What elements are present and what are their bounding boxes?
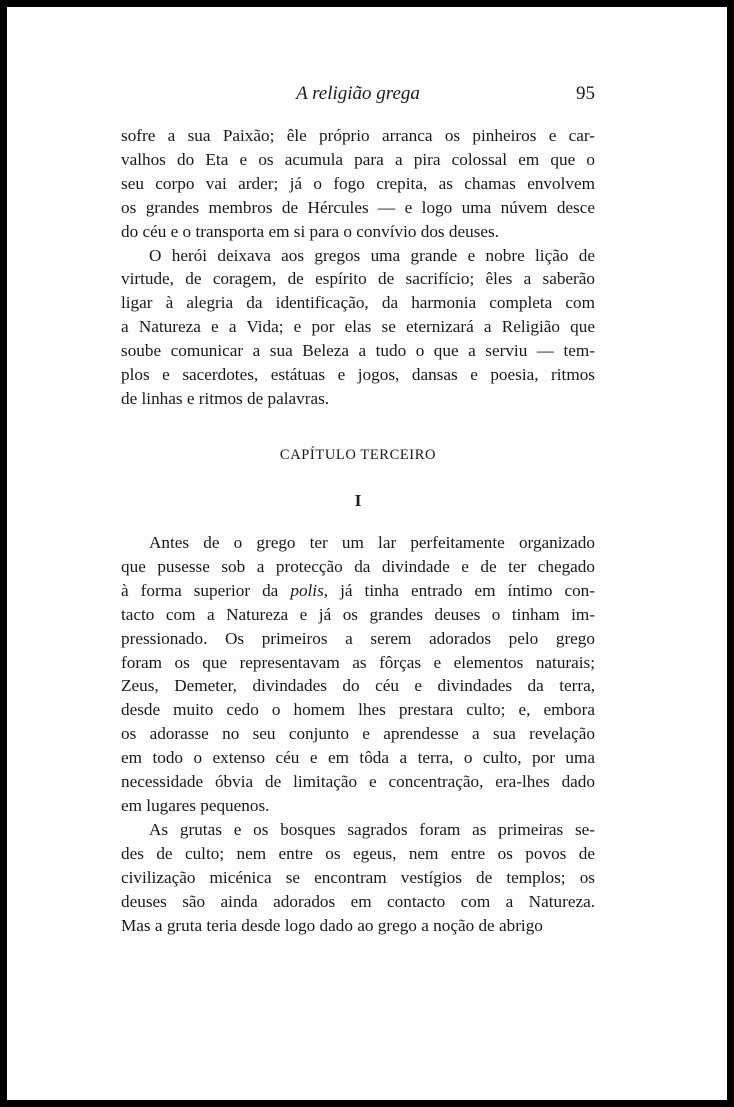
text-line: pressionado. Os primeiros a serem adorados pelo grego	[121, 628, 595, 648]
text-line: Mas a gruta teria desde logo dado ao grego a noção de abrigo	[121, 915, 543, 935]
body-text-bottom	[121, 531, 595, 937]
text-line-with-italic	[121, 579, 595, 603]
text-line: civilização micénica se encontram vestígios de templos; os	[121, 867, 595, 887]
text-line: do céu e o transporta em si para o convívio dos deuses.	[121, 221, 500, 241]
text-line: os adorasse no seu conjunto e aprendesse a sua revelação	[121, 724, 595, 744]
text-line: ligar à alegria da identificação, da harmonia completa com	[121, 293, 595, 313]
body-text-top	[121, 124, 595, 411]
text-line: plos e sacerdotes, estátuas e jogos, dansas e poesia, ritmos	[121, 365, 595, 385]
text-line: os grandes membros de Hércules — e logo uma núvem desce	[121, 197, 595, 217]
text-line: a Natureza e a Vida; e por elas se eternizará a Religião que	[121, 317, 595, 337]
italic-term: polis,	[290, 580, 329, 600]
text-line: sofre a sua Paixão; êle próprio arranca os pinheiros e car-	[121, 126, 595, 145]
paragraph-1	[121, 124, 595, 244]
text-line: em todo o extenso céu e em tôda a terra, o culto, por uma	[121, 748, 595, 768]
text-line: em lugares pequenos.	[121, 795, 270, 815]
paragraph-2	[121, 244, 595, 411]
text-line: necessidade óbvia de limitação e concentração, era-lhes dado	[121, 772, 595, 792]
section-number: I	[354, 491, 362, 510]
running-head: A religião grega	[296, 83, 420, 104]
text-line: virtude, de coragem, de espírito de sacrifício; êles a saberão	[121, 269, 595, 289]
text-line: valhos do Eta e os acumula para a pira colossal em que o	[121, 149, 595, 169]
text-line: As grutas e os bosques sagrados foram as primeiras se-	[149, 819, 595, 839]
text-line: O herói deixava aos gregos uma grande e nobre lição de	[149, 245, 595, 265]
chapter-title: CAPÍTULO TERCEIRO	[279, 447, 437, 463]
text-line: des de culto; nem entre os egeus, nem entre os povos de	[121, 843, 595, 863]
text-line: Antes de o grego ter um lar perfeitamente organizado	[149, 533, 595, 552]
text-fragment: já tinha entrado em íntimo con-	[328, 580, 595, 600]
text-fragment: à forma superior da	[121, 580, 291, 600]
text-line: tacto com a Natureza e já os grandes deuses o tinham im-	[121, 604, 595, 624]
paragraph-4	[121, 818, 595, 938]
text-line: Zeus, Demeter, divindades do céu e divindades da terra,	[121, 676, 595, 696]
text-line: deuses são ainda adorados em contacto com a Natureza.	[121, 891, 595, 911]
text-line: soube comunicar a sua Beleza a tudo o que a serviu — tem-	[121, 341, 595, 361]
page-number: 95	[576, 83, 595, 104]
text-line: de linhas e ritmos de palavras.	[121, 388, 330, 408]
text-line: que pusesse sob a protecção da divindade e de ter chegado	[121, 556, 595, 576]
paragraph-3	[121, 531, 595, 818]
text-line: foram os que representavam as fôrças e elementos naturais;	[121, 652, 595, 672]
text-line: seu corpo vai arder; já o fogo crepita, as chamas envolvem	[121, 173, 595, 193]
page-header	[121, 83, 595, 107]
text-line: desde muito cedo o homem lhes prestara culto; e, embora	[121, 700, 595, 720]
